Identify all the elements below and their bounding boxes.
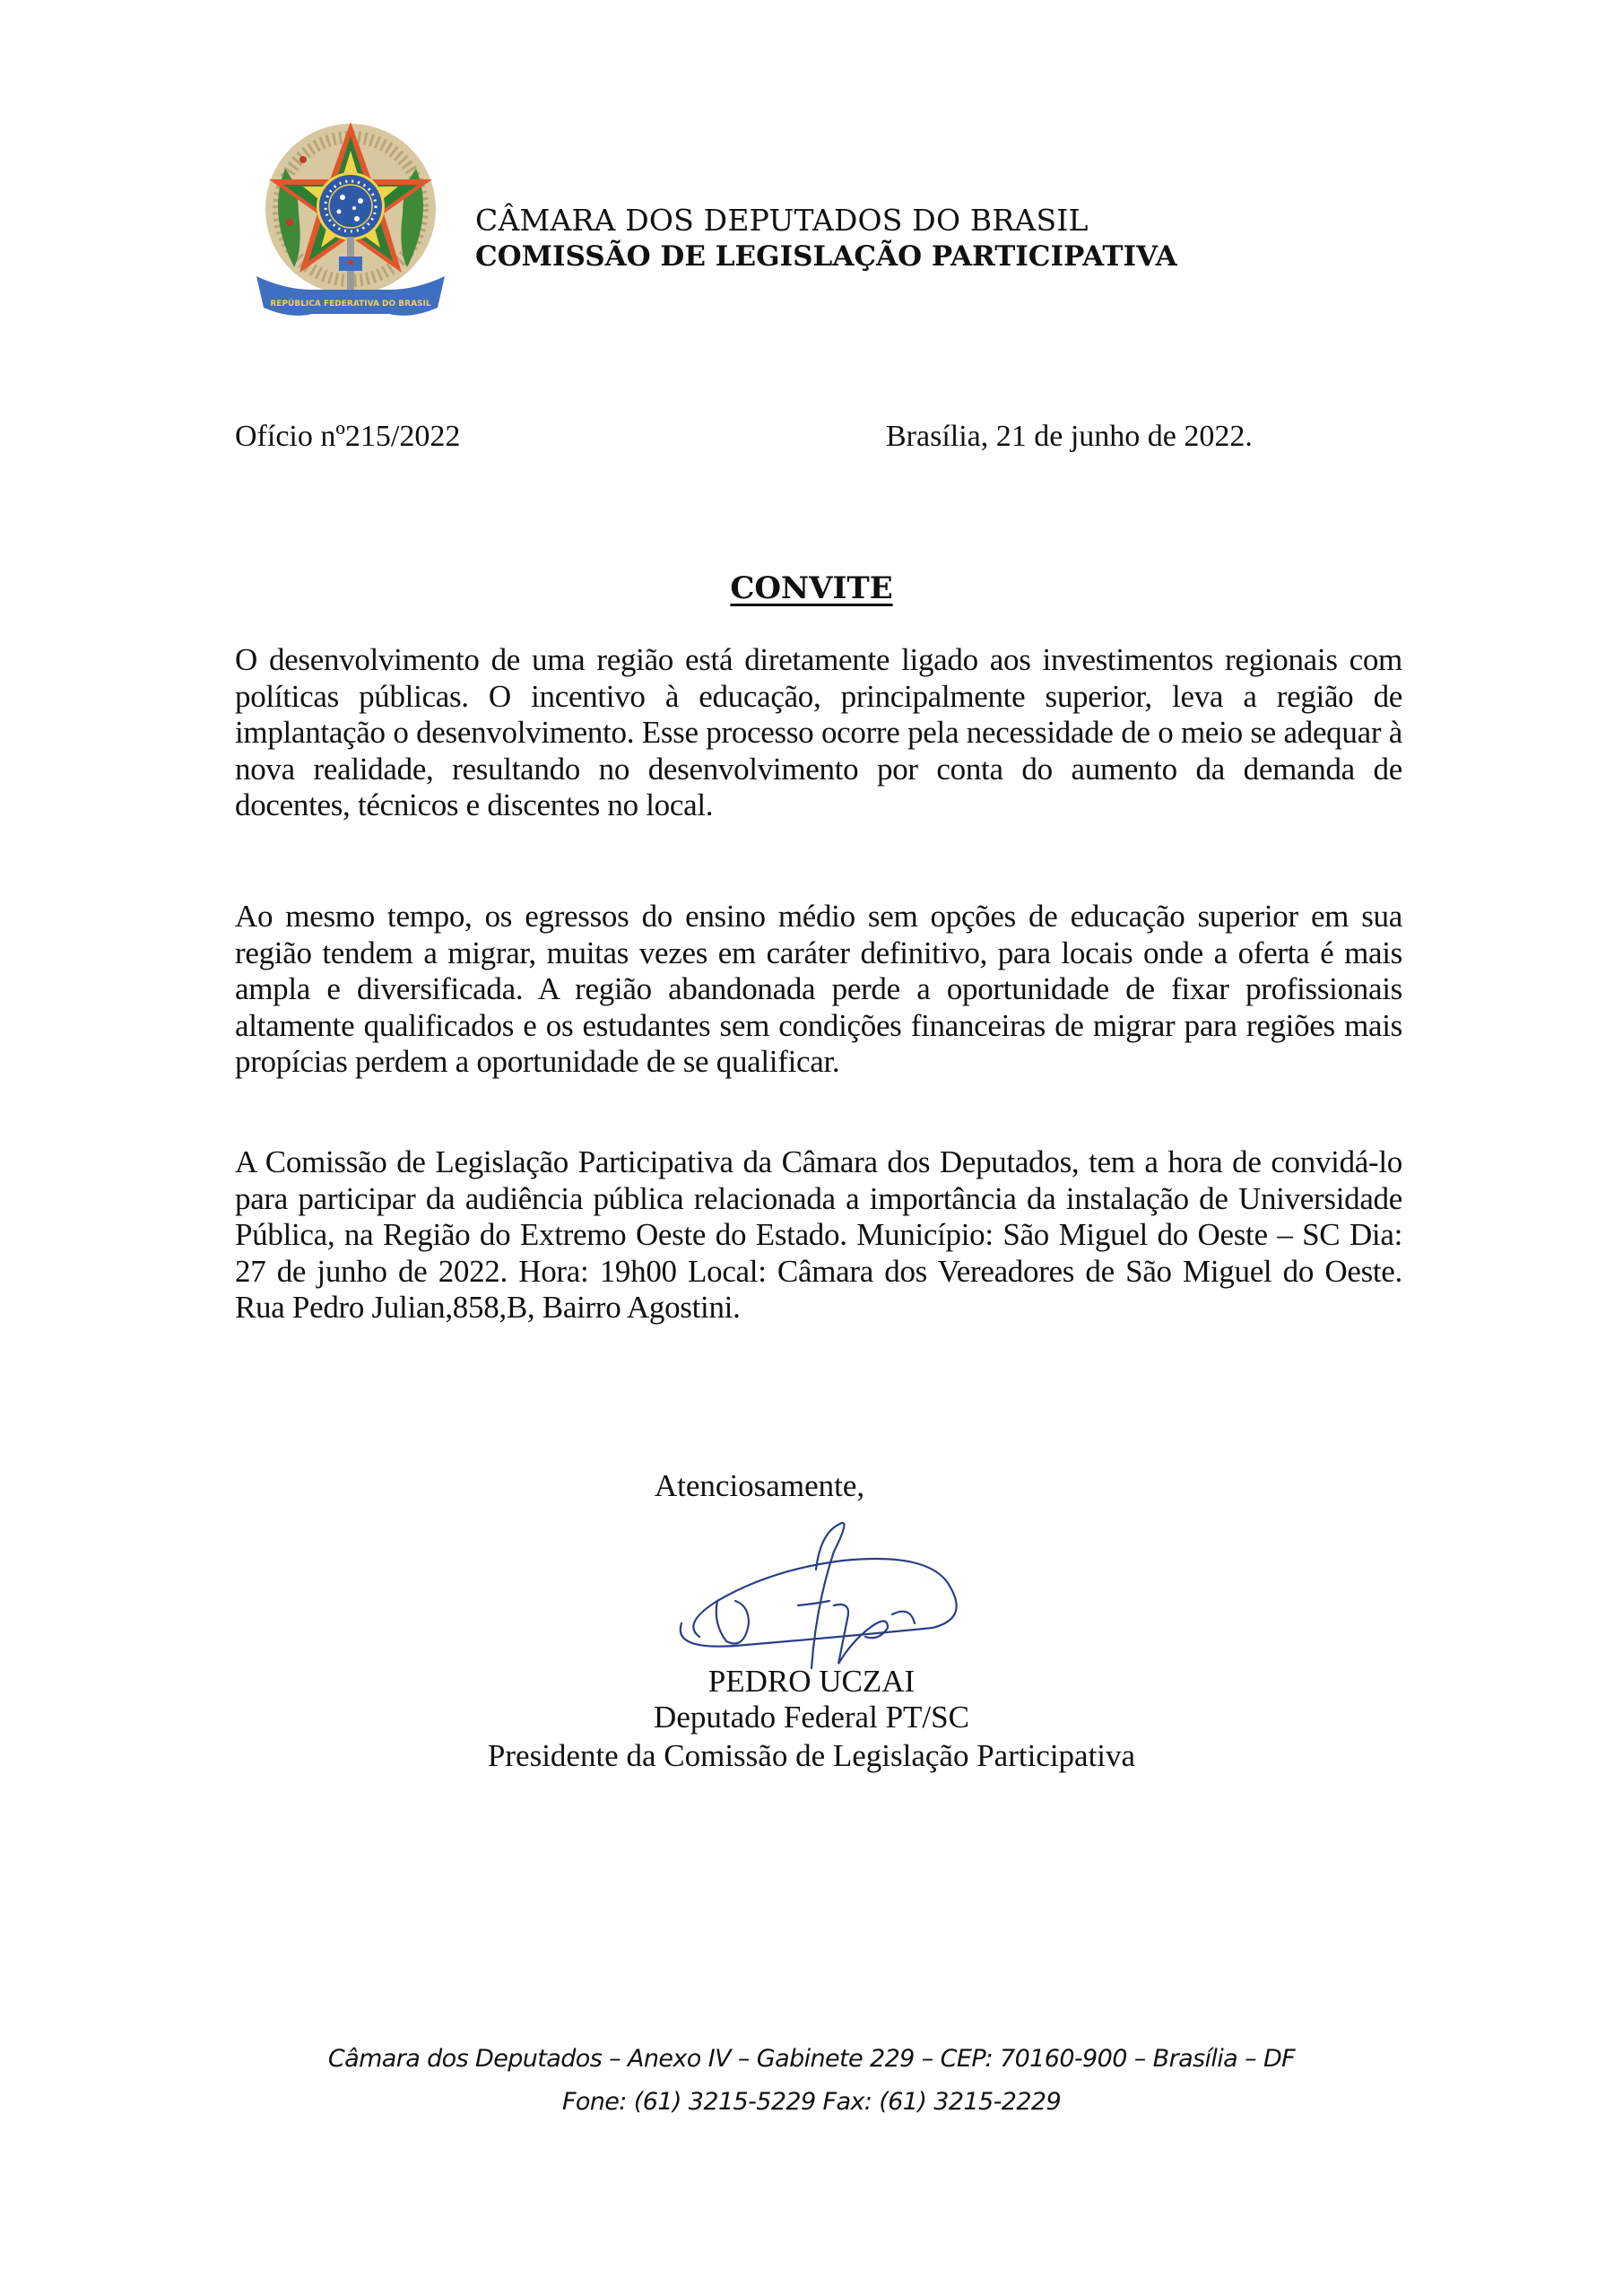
institution-name: CÂMARA DOS DEPUTADOS DO BRASIL — [475, 203, 1089, 238]
letter-title: CONVITE — [730, 570, 893, 606]
footer-address: Câmara dos Deputados – Anexo IV – Gabinete 229 – CEP: 70160-900 – Brasília – DF — [327, 2045, 1296, 2073]
letter-reference: Ofício nº215/2022 — [235, 420, 461, 453]
emblem-ribbon-text: REPÚBLICA FEDERATIVA DO BRASIL — [270, 300, 431, 309]
brazil-coat-of-arms-icon — [249, 115, 452, 326]
footer-contact: Fone: (61) 3215-5229 Fax: (61) 3215-2229 — [561, 2088, 1062, 2116]
paragraph-1: O desenvolvimento de uma região está diretamente ligado aos investimentos regionais com políticas públicas. O incentivo à educação, principalmente superior, leva a região de implantação o desenvolvimento. Esse processo ocorre pela necessidade de o meio se adequar à nova realidade, resultando no desenvolvimento por conta do aumento da demanda de docentes, técnicos e discentes no local. — [235, 642, 1402, 822]
handwritten-signature-icon — [664, 1516, 986, 1686]
committee-name: COMISSÃO DE LEGISLAÇÃO PARTICIPATIVA — [475, 240, 1177, 273]
place-date: Brasília, 21 de junho de 2022. — [886, 420, 1253, 453]
signer-role: Deputado Federal PT/SC — [654, 1700, 969, 1735]
signer-title: Presidente da Comissão de Legislação Participativa — [487, 1738, 1136, 1773]
paragraph-2: Ao mesmo tempo, os egressos do ensino médio sem opções de educação superior em sua região tendem a migrar, muitas vezes em caráter definitivo, para locais onde a oferta é mais ampla e diversificada. A região abandonada perde a oportunidade de fixar profissionais altamente qualificados e os estudantes sem condições financeiras de migrar para regiões mais propícias perdem a oportunidade de se qualificar. — [235, 899, 1402, 1079]
signer-name: PEDRO UCZAI — [707, 1664, 916, 1699]
closing-salutation: Atenciosamente, — [654, 1468, 865, 1503]
paragraph-3: A Comissão de Legislação Participativa da Câmara dos Deputados, tem a hora de convidá-lo para participar da audiência pública relacionada a importância da instalação de Universidade Pública, na Região do Extremo Oeste do Estado. Município: São Miguel do Oeste – SC Dia: 27 de junho de 2022. Hora: 19h00 Local: Câmara dos Vereadores de São Miguel do Oeste. Rua Pedro Julian,858,B, Bairro Agostini. — [235, 1144, 1402, 1325]
